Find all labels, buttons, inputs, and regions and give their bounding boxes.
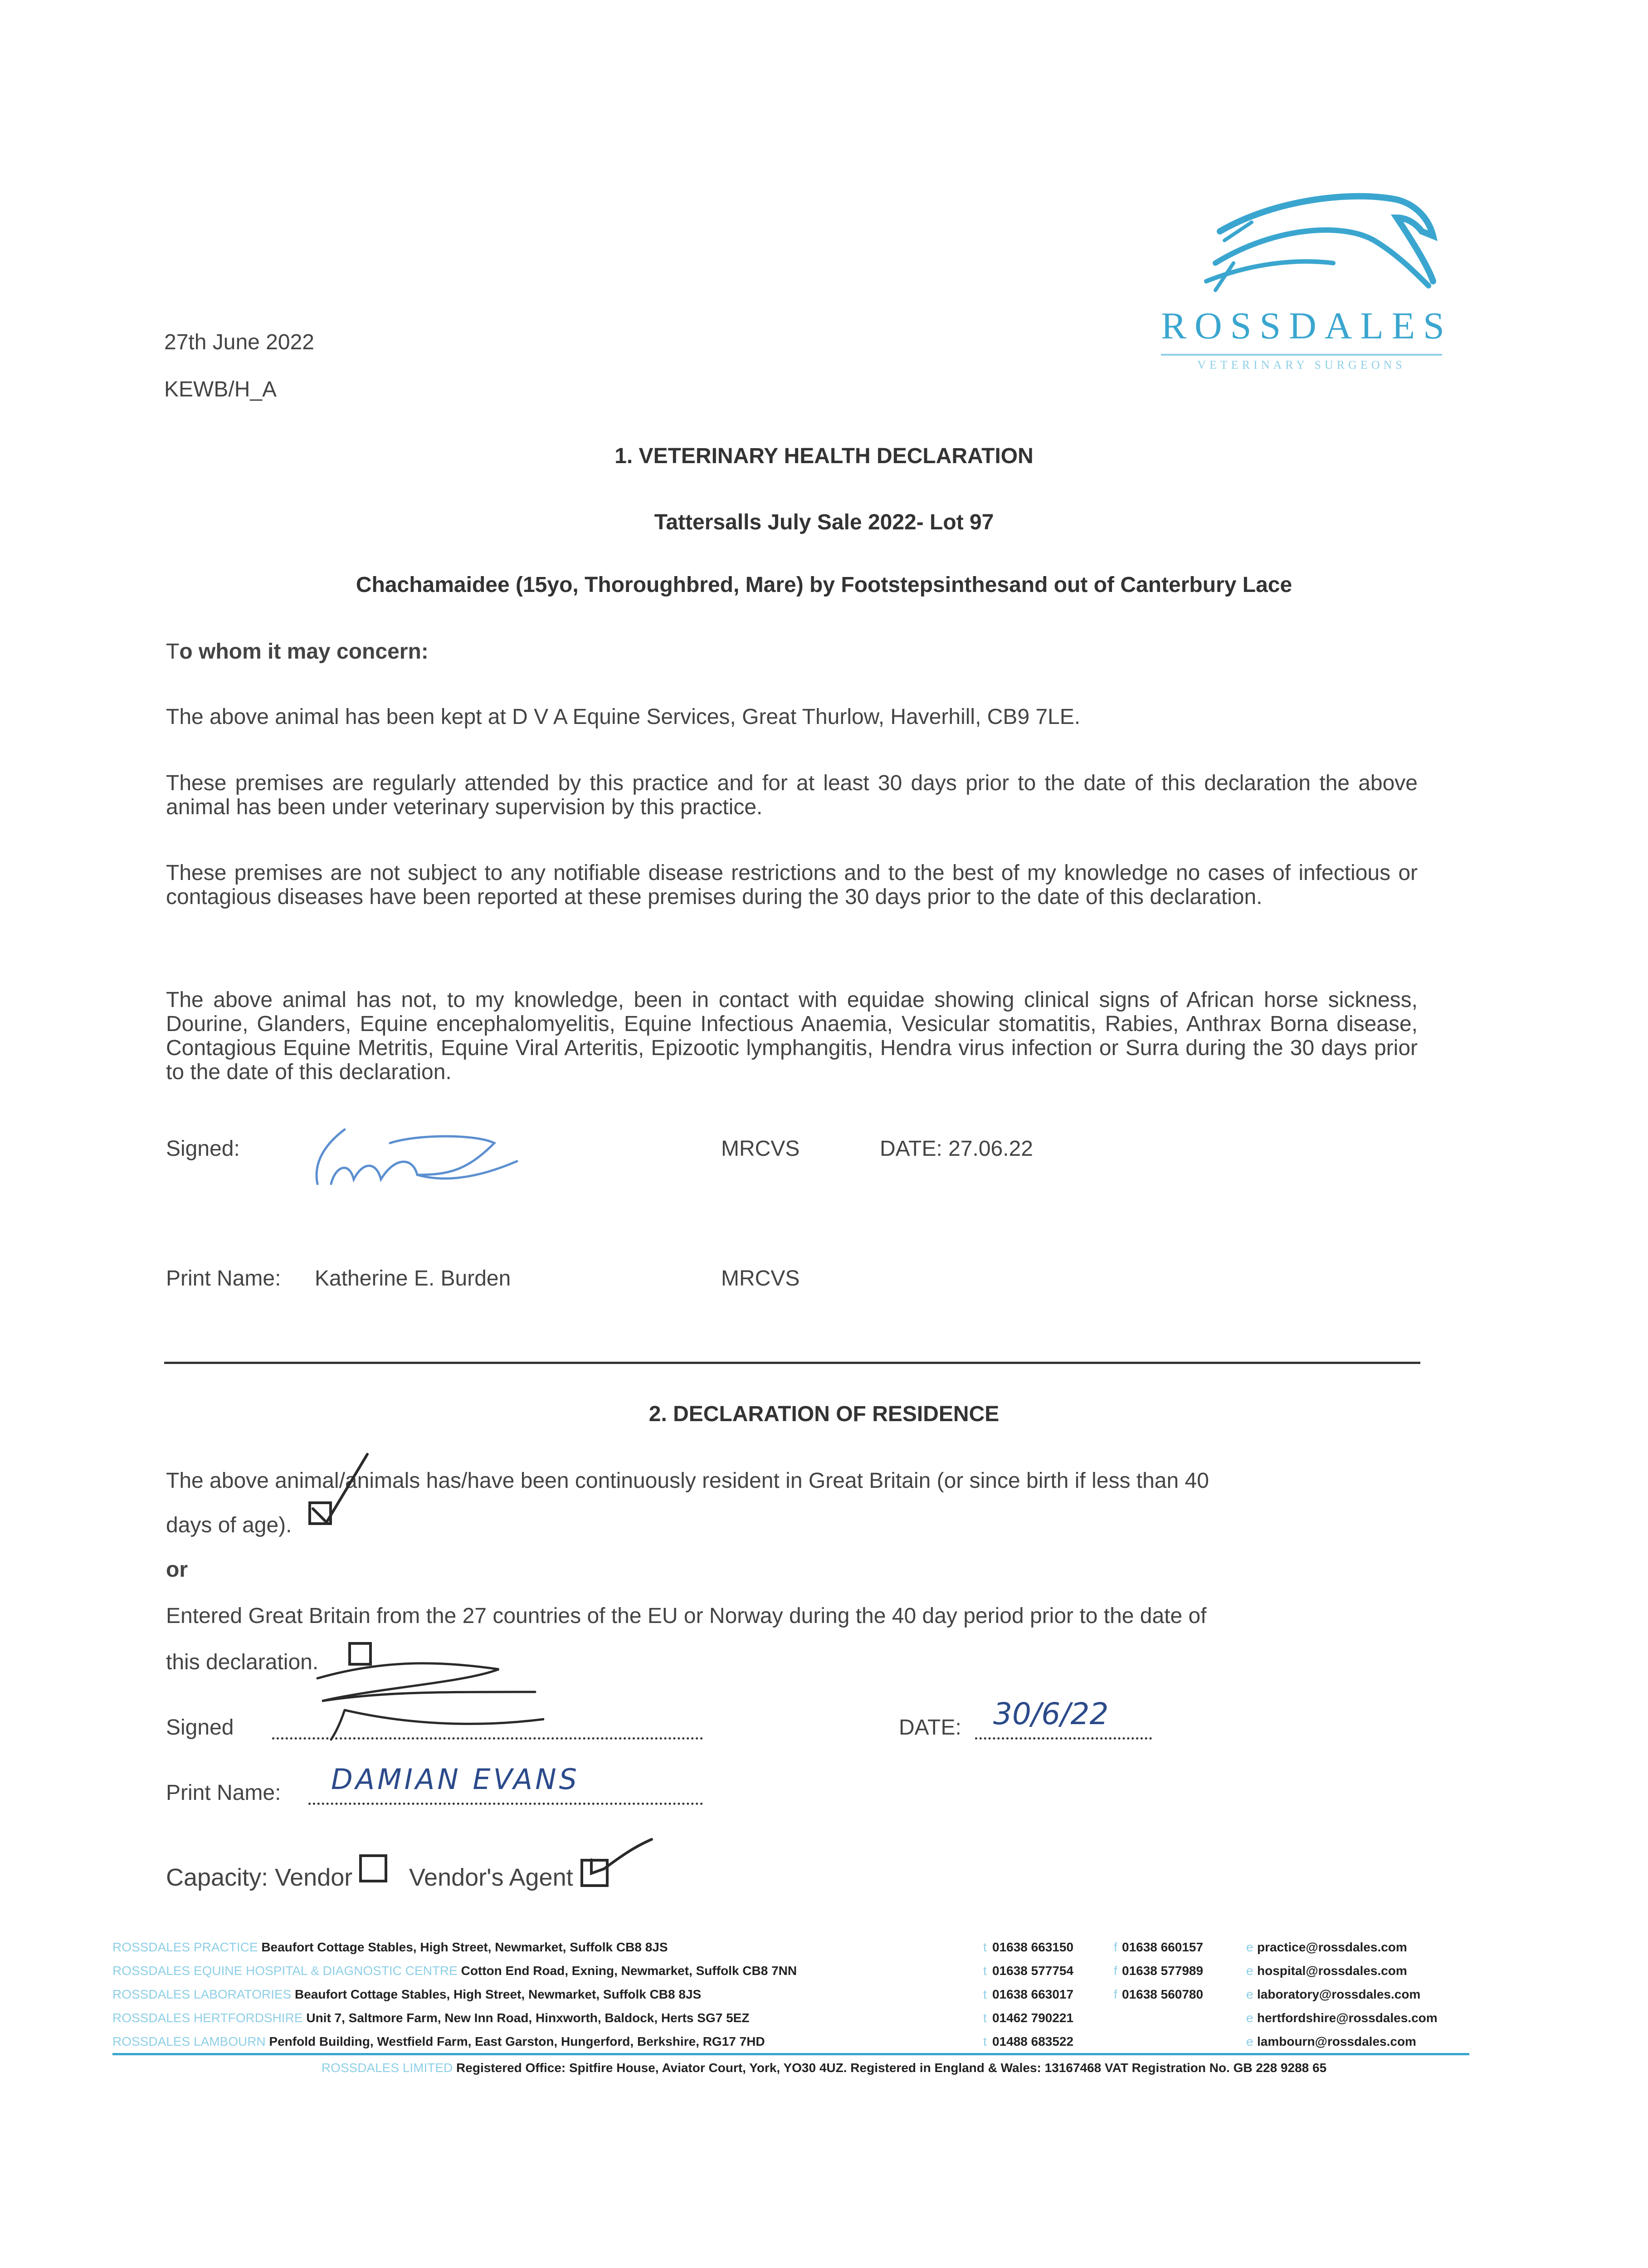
footer-row-email[interactable]: laboratory@rossdales.com: [1257, 1987, 1421, 2001]
capacity-label: Capacity: Vendor: [166, 1864, 353, 1891]
footer-row-email[interactable]: hospital@rossdales.com: [1257, 1964, 1407, 1978]
reference-code: KEWB/H_A: [164, 377, 277, 401]
residence-print-label: Print Name:: [166, 1781, 281, 1805]
salutation-text: o whom it may concern:: [179, 640, 429, 664]
or-separator: or: [166, 1558, 188, 1582]
vet-print-name: Katherine E. Burden: [315, 1266, 511, 1290]
letter-date: 27th June 2022: [164, 330, 314, 354]
registered-text: Registered Office: Spitfire House, Aviator Court, York, YO30 4UZ. Registered in England & Wales: 13167468 VAT Registration No. GB 228 9288 65: [456, 2061, 1327, 2075]
entered-text-line2: this declaration.: [166, 1650, 319, 1674]
footer-row-fax: 01638 577989: [1122, 1964, 1204, 1978]
footer-row: ROSSDALES LABORATORIES Beaufort Cottage Stables, High Street, Newmarket, Suffolk CB8 8JS t 01638 663017 f 01638 560780 e laboratory@rossdales.com: [112, 1987, 1421, 2001]
paragraph-restrictions: These premises are not subject to any notifiable disease restrictions and to the best of my knowledge no cases of infectious or contagious diseases have been reported at these premises during the 30 days prior to the date of this declaration.: [166, 861, 1418, 909]
footer-row-address: Beaufort Cottage Stables, High Street, Newmarket, Suffolk CB8 8JS: [294, 1987, 702, 2001]
section1-title: 1. VETERINARY HEALTH DECLARATION: [614, 444, 1034, 468]
brand-name: ROSSDALES: [1161, 305, 1453, 347]
entered-text-line1: Entered Great Britain from the 27 countries of the EU or Norway during the 40 day period prior to the date of: [166, 1604, 1207, 1628]
resident-check-mark-icon: [304, 1450, 372, 1527]
horse-details: Chachamaidee (15yo, Thoroughbred, Mare) by Footstepsinthesand out of Canterbury Lace: [356, 573, 1292, 597]
footer-row-label: ROSSDALES LAMBOURN: [112, 2034, 266, 2048]
registered-label: ROSSDALES LIMITED: [321, 2061, 453, 2075]
footer-row-phone: 01638 577754: [992, 1964, 1074, 1978]
section-divider: [164, 1362, 1420, 1364]
footer-row-phone: 01638 663017: [992, 1987, 1074, 2001]
footer-row-address: Beaufort Cottage Stables, High Street, Newmarket, Suffolk CB8 8JS: [261, 1940, 668, 1954]
footer-row-label: ROSSDALES PRACTICE: [112, 1940, 258, 1954]
footer-row-fax: 01638 560780: [1122, 1987, 1204, 2001]
signed-mrcvs: MRCVS: [721, 1137, 800, 1161]
footer-row: ROSSDALES LAMBOURN Penfold Building, Westfield Farm, East Garston, Hungerford, Berkshire, RG17 7HD t 01488 683522 e lambourn@rossdales.com: [112, 2034, 1416, 2048]
sale-title: Tattersalls July Sale 2022- Lot 97: [654, 510, 994, 534]
paragraph-supervision: These premises are regularly attended by this practice and for at least 30 days prior to the date of this declaration the above animal has been under veterinary supervision by this practice.: [166, 771, 1418, 819]
footer-row-phone: 01638 663150: [992, 1940, 1074, 1954]
footer-row-address: Cotton End Road, Exning, Newmarket, Suffolk CB8 7NN: [461, 1964, 797, 1978]
print-name-label: Print Name:: [166, 1266, 281, 1290]
handwritten-date: 30/6/22: [993, 1696, 1109, 1731]
footer-row: ROSSDALES EQUINE HOSPITAL & DIAGNOSTIC CENTRE Cotton End Road, Exning, Newmarket, Suffolk CB8 7NN t 01638 577754 f 01638 577989 e hospital@rossdales.com: [112, 1964, 1407, 1978]
resident-text-line1: The above animal/animals has/have been continuously resident in Great Britain (or since birth if less than 40: [166, 1469, 1209, 1493]
agent-signature: [290, 1651, 544, 1742]
vendor-checkbox[interactable]: [359, 1854, 387, 1882]
footer-row-address: Unit 7, Saltmore Farm, New Inn Road, Hinxworth, Baldock, Herts SG7 5EZ: [306, 2011, 750, 2025]
footer-row-phone: 01462 790221: [992, 2011, 1074, 2025]
salutation: [166, 639, 429, 665]
footer-row-fax: 01638 660157: [1122, 1940, 1204, 1954]
footer-row-email[interactable]: hertfordshire@rossdales.com: [1257, 2011, 1438, 2025]
signed-label: Signed:: [166, 1137, 240, 1161]
vet-signature: [304, 1116, 549, 1198]
brand-tagline: VETERINARY SURGEONS: [1161, 354, 1442, 372]
footer-row-label: ROSSDALES EQUINE HOSPITAL & DIAGNOSTIC CENTRE: [112, 1964, 458, 1978]
print-name-line: [308, 1803, 703, 1805]
agent-check-mark-icon: [581, 1837, 654, 1887]
registered-office: [0, 2060, 1648, 2076]
print-mrcvs: MRCVS: [721, 1266, 800, 1290]
residence-date-label: DATE:: [899, 1716, 961, 1740]
residence-signed-label: Signed: [166, 1716, 234, 1740]
footer-row-email[interactable]: lambourn@rossdales.com: [1257, 2034, 1416, 2048]
date-line: [975, 1737, 1152, 1740]
resident-text-line2: days of age).: [166, 1513, 292, 1537]
horse-logo-icon: [1161, 172, 1442, 308]
footer-row-phone: 01488 683522: [992, 2034, 1074, 2048]
handwritten-print-name: DAMIAN EVANS: [331, 1763, 580, 1796]
footer-row: ROSSDALES PRACTICE Beaufort Cottage Stables, High Street, Newmarket, Suffolk CB8 8JS t 01638 663150 f 01638 660157 e practice@rossdales.com: [112, 1940, 1407, 1954]
section2-title: 2. DECLARATION OF RESIDENCE: [648, 1402, 1000, 1426]
paragraph-contact: The above animal has not, to my knowledge, been in contact with equidae showing clinical signs of African horse sickness, Dourine, Glanders, Equine encephalomyelitis, Equine Infectious Anaemia, Vesicular stomatitis, Rabies, Anthrax Borna disease, Contagious Equine Metritis, Equine Viral Arteritis, Epizootic lymphangitis, Hendra virus infection or Surra during the 30 days prior to the date of this declaration.: [166, 988, 1418, 1084]
company-logo: [1161, 172, 1453, 381]
footer-row-address: Penfold Building, Westfield Farm, East Garston, Hungerford, Berkshire, RG17 7HD: [269, 2034, 765, 2048]
footer-row-label: ROSSDALES HERTFORDSHIRE: [112, 2011, 303, 2025]
agent-label: Vendor's Agent: [409, 1864, 573, 1891]
salutation-initial: T: [166, 640, 180, 664]
footer-rule: [112, 2053, 1469, 2055]
declaration-date: DATE: 27.06.22: [880, 1137, 1033, 1161]
footer-row: ROSSDALES HERTFORDSHIRE Unit 7, Saltmore Farm, New Inn Road, Hinxworth, Baldock, Herts SG7 5EZ t 01462 790221 e hertfordshire@rossdales.com: [112, 2011, 1438, 2025]
paragraph-premises: The above animal has been kept at D V A Equine Services, Great Thurlow, Haverhill, CB9 7LE.: [166, 705, 1081, 729]
footer-row-email[interactable]: practice@rossdales.com: [1257, 1940, 1407, 1954]
footer-row-label: ROSSDALES LABORATORIES: [112, 1987, 292, 2001]
